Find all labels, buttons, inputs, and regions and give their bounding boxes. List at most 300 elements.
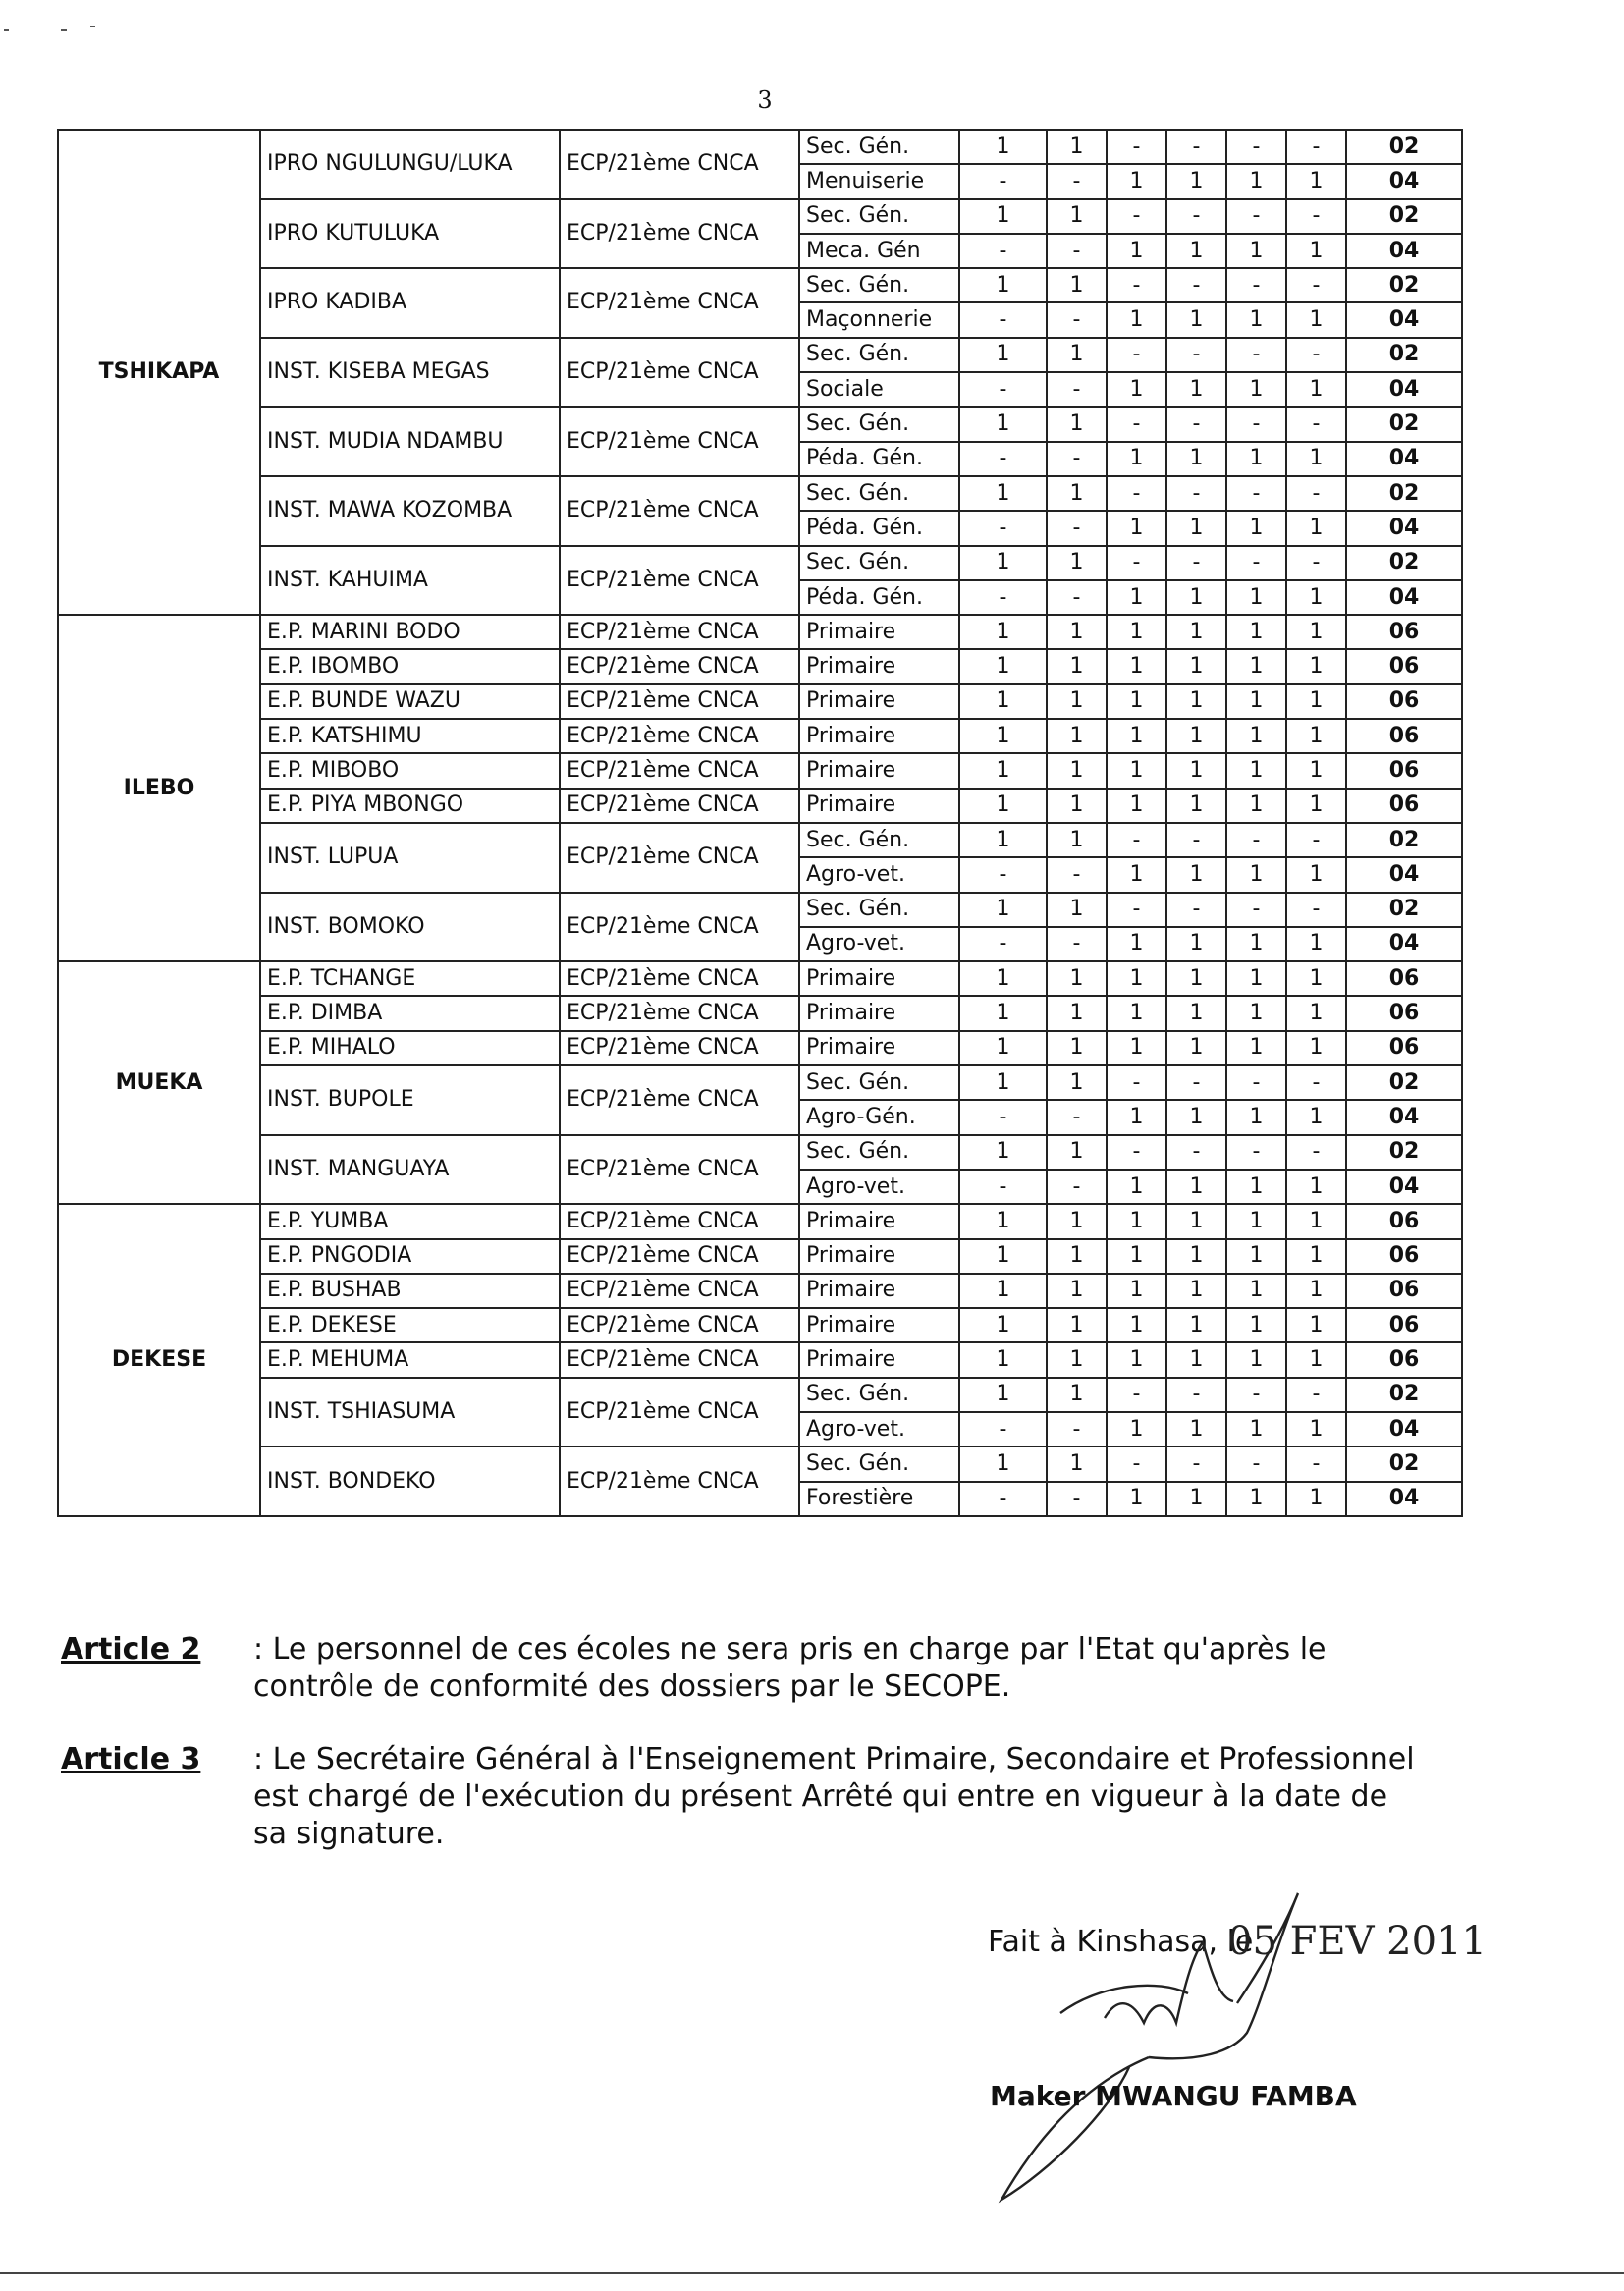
class-count-cell: 1	[1047, 1446, 1107, 1481]
class-count-cell: 1	[1047, 1031, 1107, 1065]
class-count-cell: 1	[1286, 789, 1346, 823]
total-cell: 06	[1346, 1308, 1462, 1342]
article-3-text: : Le Secrétaire Général à l'Enseignement Primaire, Secondaire et Professionnel est chargé de l'exécution du présent Arrêté qui entre en vigueur à la date de sa signature.	[253, 1742, 1415, 1851]
class-count-cell: 1	[1166, 1170, 1226, 1204]
convention-code-cell: ECP/21ème CNCA	[560, 1135, 799, 1205]
option-cell: Sec. Gén.	[799, 546, 959, 580]
option-cell: Primaire	[799, 1308, 959, 1342]
class-count-cell: -	[959, 580, 1047, 615]
class-count-cell: -	[1286, 823, 1346, 857]
class-count-cell: 1	[1047, 1274, 1107, 1308]
class-count-cell: 1	[1047, 615, 1107, 649]
class-count-cell: 1	[1047, 130, 1107, 164]
class-count-cell: 1	[1226, 442, 1286, 476]
total-cell: 04	[1346, 372, 1462, 407]
school-name-cell: INST. MUDIA NDAMBU	[260, 407, 560, 476]
school-name-cell: INST. MAWA KOZOMBA	[260, 476, 560, 546]
option-cell: Primaire	[799, 1274, 959, 1308]
option-cell: Maçonnerie	[799, 302, 959, 337]
class-count-cell: 1	[1286, 1308, 1346, 1342]
class-count-cell: 1	[1107, 1274, 1166, 1308]
class-count-cell: 1	[1047, 719, 1107, 753]
signature-place: Fait à Kinshasa, le	[988, 1925, 1254, 1959]
table-row	[58, 546, 1462, 580]
class-count-cell: 1	[1047, 1204, 1107, 1238]
class-count-cell: 1	[1166, 857, 1226, 892]
class-count-cell: 1	[1107, 1308, 1166, 1342]
class-count-cell: 1	[1226, 927, 1286, 961]
class-count-cell: -	[1226, 338, 1286, 372]
total-cell: 06	[1346, 684, 1462, 719]
class-count-cell: 1	[1107, 753, 1166, 788]
option-cell: Primaire	[799, 615, 959, 649]
article-3-label: Article 3	[61, 1742, 201, 1776]
class-count-cell: 1	[959, 789, 1047, 823]
class-count-cell: -	[1047, 927, 1107, 961]
class-count-cell: -	[1226, 546, 1286, 580]
class-count-cell: -	[959, 1412, 1047, 1446]
class-count-cell: 1	[959, 1378, 1047, 1412]
table-row	[58, 268, 1462, 302]
school-name-cell: E.P. KATSHIMU	[260, 719, 560, 753]
table-row	[58, 1031, 1462, 1065]
option-cell: Sec. Gén.	[799, 476, 959, 511]
class-count-cell: 1	[959, 1342, 1047, 1377]
scan-mark	[90, 26, 95, 27]
option-cell: Agro-vet.	[799, 1170, 959, 1204]
class-count-cell: 1	[1166, 649, 1226, 683]
option-cell: Primaire	[799, 1204, 959, 1238]
class-count-cell: 1	[1286, 1239, 1346, 1274]
total-cell: 06	[1346, 961, 1462, 996]
option-cell: Primaire	[799, 961, 959, 996]
class-count-cell: 1	[1166, 1274, 1226, 1308]
class-count-cell: -	[959, 511, 1047, 545]
convention-code-cell: ECP/21ème CNCA	[560, 1308, 799, 1342]
class-count-cell: -	[1286, 1135, 1346, 1170]
total-cell: 06	[1346, 1274, 1462, 1308]
option-cell: Primaire	[799, 1031, 959, 1065]
class-count-cell: 1	[1047, 789, 1107, 823]
class-count-cell: -	[1226, 893, 1286, 927]
convention-code-cell: ECP/21ème CNCA	[560, 1239, 799, 1274]
total-cell: 02	[1346, 338, 1462, 372]
school-name-cell: E.P. BUSHAB	[260, 1274, 560, 1308]
class-count-cell: -	[1047, 580, 1107, 615]
class-count-cell: -	[1047, 372, 1107, 407]
table-row	[58, 789, 1462, 823]
class-count-cell: 1	[1047, 199, 1107, 234]
class-count-cell: 1	[1166, 1204, 1226, 1238]
class-count-cell: 1	[1226, 1031, 1286, 1065]
class-count-cell: -	[1107, 338, 1166, 372]
total-cell: 06	[1346, 996, 1462, 1030]
class-count-cell: -	[1166, 268, 1226, 302]
table-row	[58, 1135, 1462, 1170]
table-row	[58, 961, 1462, 996]
convention-code-cell: ECP/21ème CNCA	[560, 338, 799, 408]
convention-code-cell: ECP/21ème CNCA	[560, 753, 799, 788]
signature-graphic	[933, 1885, 1561, 2219]
class-count-cell: 1	[1286, 372, 1346, 407]
class-count-cell: 1	[1226, 996, 1286, 1030]
class-count-cell: -	[1286, 1446, 1346, 1481]
class-count-cell: 1	[1166, 927, 1226, 961]
class-count-cell: 1	[1226, 1274, 1286, 1308]
table-row	[58, 1274, 1462, 1308]
class-count-cell: 1	[1286, 1412, 1346, 1446]
class-count-cell: 1	[1047, 1378, 1107, 1412]
class-count-cell: 1	[1226, 961, 1286, 996]
class-count-cell: 1	[959, 1239, 1047, 1274]
convention-code-cell: ECP/21ème CNCA	[560, 961, 799, 996]
total-cell: 06	[1346, 615, 1462, 649]
class-count-cell: 1	[1226, 719, 1286, 753]
option-cell: Sociale	[799, 372, 959, 407]
table-row	[58, 199, 1462, 234]
class-count-cell: 1	[1107, 1100, 1166, 1134]
scan-mark	[4, 29, 9, 31]
class-count-cell: -	[959, 302, 1047, 337]
class-count-cell: 1	[1226, 511, 1286, 545]
bottom-rule	[0, 2272, 1624, 2274]
class-count-cell: 1	[1286, 1170, 1346, 1204]
class-count-cell: 1	[1047, 753, 1107, 788]
class-count-cell: -	[1286, 130, 1346, 164]
class-count-cell: 1	[1107, 719, 1166, 753]
total-cell: 02	[1346, 476, 1462, 511]
table-body	[58, 130, 1462, 1516]
total-cell: 02	[1346, 199, 1462, 234]
total-cell: 04	[1346, 927, 1462, 961]
class-count-cell: 1	[1286, 1204, 1346, 1238]
class-count-cell: 1	[1047, 546, 1107, 580]
table-row	[58, 338, 1462, 372]
article-2-text: : Le personnel de ces écoles ne sera pris en charge par l'Etat qu'après le contrôle de conformité des dossiers par le SECOPE.	[253, 1632, 1326, 1704]
total-cell: 04	[1346, 164, 1462, 198]
class-count-cell: 1	[1047, 961, 1107, 996]
school-name-cell: E.P. MIHALO	[260, 1031, 560, 1065]
class-count-cell: -	[1166, 893, 1226, 927]
class-count-cell: 1	[1226, 234, 1286, 268]
total-cell: 04	[1346, 302, 1462, 337]
option-cell: Primaire	[799, 684, 959, 719]
class-count-cell: 1	[1166, 961, 1226, 996]
class-count-cell: 1	[1226, 1100, 1286, 1134]
option-cell: Péda. Gén.	[799, 511, 959, 545]
convention-code-cell: ECP/21ème CNCA	[560, 1342, 799, 1377]
class-count-cell: 1	[1286, 164, 1346, 198]
class-count-cell: -	[1226, 1135, 1286, 1170]
option-cell: Forestière	[799, 1482, 959, 1516]
option-cell: Sec. Gén.	[799, 893, 959, 927]
class-count-cell: -	[1047, 442, 1107, 476]
class-count-cell: 1	[1047, 476, 1107, 511]
class-count-cell: 1	[1166, 511, 1226, 545]
class-count-cell: 1	[1166, 753, 1226, 788]
class-count-cell: 1	[1166, 1100, 1226, 1134]
class-count-cell: -	[1286, 1378, 1346, 1412]
class-count-cell: 1	[1286, 580, 1346, 615]
total-cell: 02	[1346, 407, 1462, 441]
class-count-cell: -	[959, 1482, 1047, 1516]
school-name-cell: INST. LUPUA	[260, 823, 560, 893]
class-count-cell: -	[1166, 1446, 1226, 1481]
table-row	[58, 649, 1462, 683]
class-count-cell: 1	[1226, 372, 1286, 407]
convention-code-cell: ECP/21ème CNCA	[560, 615, 799, 649]
class-count-cell: -	[1107, 1378, 1166, 1412]
option-cell: Agro-vet.	[799, 1412, 959, 1446]
convention-code-cell: ECP/21ème CNCA	[560, 1446, 799, 1516]
school-name-cell: E.P. PNGODIA	[260, 1239, 560, 1274]
class-count-cell: -	[959, 234, 1047, 268]
total-cell: 04	[1346, 857, 1462, 892]
class-count-cell: 1	[1286, 1342, 1346, 1377]
school-name-cell: IPRO NGULUNGU/LUKA	[260, 130, 560, 199]
class-count-cell: -	[959, 927, 1047, 961]
convention-code-cell: ECP/21ème CNCA	[560, 823, 799, 893]
total-cell: 04	[1346, 1482, 1462, 1516]
convention-code-cell: ECP/21ème CNCA	[560, 1274, 799, 1308]
option-cell: Primaire	[799, 649, 959, 683]
class-count-cell: -	[1107, 546, 1166, 580]
class-count-cell: -	[959, 372, 1047, 407]
class-count-cell: 1	[1107, 961, 1166, 996]
school-name-cell: E.P. MIBOBO	[260, 753, 560, 788]
convention-code-cell: ECP/21ème CNCA	[560, 546, 799, 616]
class-count-cell: -	[1166, 1065, 1226, 1100]
class-count-cell: 1	[959, 338, 1047, 372]
option-cell: Meca. Gén	[799, 234, 959, 268]
class-count-cell: 1	[1166, 372, 1226, 407]
total-cell: 06	[1346, 789, 1462, 823]
class-count-cell: 1	[1107, 927, 1166, 961]
table-row	[58, 1378, 1462, 1412]
table-row	[58, 823, 1462, 857]
class-count-cell: 1	[1226, 1342, 1286, 1377]
class-count-cell: -	[1107, 1446, 1166, 1481]
class-count-cell: 1	[1107, 1239, 1166, 1274]
school-name-cell: INST. KISEBA MEGAS	[260, 338, 560, 408]
district-cell: TSHIKAPA	[58, 130, 260, 615]
total-cell: 04	[1346, 1100, 1462, 1134]
class-count-cell: 1	[1107, 615, 1166, 649]
total-cell: 06	[1346, 719, 1462, 753]
class-count-cell: 1	[1226, 1412, 1286, 1446]
class-count-cell: 1	[1286, 649, 1346, 683]
class-count-cell: -	[1047, 1100, 1107, 1134]
class-count-cell: 1	[1166, 580, 1226, 615]
table-row	[58, 753, 1462, 788]
school-name-cell: E.P. DEKESE	[260, 1308, 560, 1342]
class-count-cell: 1	[1226, 1239, 1286, 1274]
class-count-cell: 1	[1286, 442, 1346, 476]
class-count-cell: 1	[1107, 996, 1166, 1030]
class-count-cell: 1	[1286, 511, 1346, 545]
total-cell: 04	[1346, 442, 1462, 476]
convention-code-cell: ECP/21ème CNCA	[560, 789, 799, 823]
class-count-cell: -	[1286, 338, 1346, 372]
class-count-cell: 1	[959, 130, 1047, 164]
table-row	[58, 893, 1462, 927]
class-count-cell: 1	[1166, 234, 1226, 268]
class-count-cell: 1	[1286, 927, 1346, 961]
class-count-cell: -	[1107, 407, 1166, 441]
class-count-cell: 1	[1286, 857, 1346, 892]
table-row	[58, 719, 1462, 753]
date-stamp: 05 FEV 2011	[1227, 1919, 1487, 1964]
class-count-cell: -	[1166, 1378, 1226, 1412]
class-count-cell: 1	[959, 407, 1047, 441]
class-count-cell: -	[1047, 1170, 1107, 1204]
table-row	[58, 1308, 1462, 1342]
school-name-cell: E.P. MARINI BODO	[260, 615, 560, 649]
table-row	[58, 407, 1462, 441]
table-row	[58, 1239, 1462, 1274]
total-cell: 02	[1346, 1446, 1462, 1481]
class-count-cell: -	[1107, 1065, 1166, 1100]
class-count-cell: -	[1047, 1412, 1107, 1446]
class-count-cell: 1	[959, 268, 1047, 302]
class-count-cell: 1	[959, 1274, 1047, 1308]
class-count-cell: -	[1107, 1135, 1166, 1170]
class-count-cell: -	[1286, 199, 1346, 234]
total-cell: 02	[1346, 268, 1462, 302]
class-count-cell: 1	[1047, 893, 1107, 927]
school-name-cell: IPRO KUTULUKA	[260, 199, 560, 269]
school-name-cell: E.P. IBOMBO	[260, 649, 560, 683]
class-count-cell: 1	[959, 1135, 1047, 1170]
article-2-label: Article 2	[61, 1632, 201, 1666]
convention-code-cell: ECP/21ème CNCA	[560, 1065, 799, 1135]
convention-code-cell: ECP/21ème CNCA	[560, 407, 799, 476]
class-count-cell: 1	[1226, 1170, 1286, 1204]
class-count-cell: 1	[1166, 1239, 1226, 1274]
option-cell: Agro-vet.	[799, 857, 959, 892]
option-cell: Agro-vet.	[799, 927, 959, 961]
total-cell: 02	[1346, 1135, 1462, 1170]
convention-code-cell: ECP/21ème CNCA	[560, 996, 799, 1030]
class-count-cell: 1	[1226, 1204, 1286, 1238]
option-cell: Péda. Gén.	[799, 442, 959, 476]
convention-code-cell: ECP/21ème CNCA	[560, 199, 799, 269]
class-count-cell: 1	[959, 1308, 1047, 1342]
class-count-cell: 1	[1286, 1100, 1346, 1134]
class-count-cell: -	[1047, 164, 1107, 198]
class-count-cell: 1	[959, 615, 1047, 649]
option-cell: Péda. Gén.	[799, 580, 959, 615]
class-count-cell: 1	[1107, 1482, 1166, 1516]
option-cell: Primaire	[799, 753, 959, 788]
table-row	[58, 615, 1462, 649]
district-cell: ILEBO	[58, 615, 260, 961]
table-row	[58, 1204, 1462, 1238]
table-row	[58, 1446, 1462, 1481]
class-count-cell: -	[1286, 268, 1346, 302]
class-count-cell: 1	[1286, 996, 1346, 1030]
class-count-cell: -	[1226, 1065, 1286, 1100]
school-name-cell: INST. BOMOKO	[260, 893, 560, 962]
class-count-cell: 1	[1107, 164, 1166, 198]
option-cell: Sec. Gén.	[799, 1135, 959, 1170]
school-name-cell: INST. MANGUAYA	[260, 1135, 560, 1205]
class-count-cell: -	[1286, 893, 1346, 927]
class-count-cell: 1	[1226, 615, 1286, 649]
class-count-cell: 1	[1166, 164, 1226, 198]
class-count-cell: 1	[1107, 580, 1166, 615]
class-count-cell: 1	[1047, 996, 1107, 1030]
class-count-cell: 1	[1107, 442, 1166, 476]
class-count-cell: -	[1107, 130, 1166, 164]
class-count-cell: -	[1226, 1446, 1286, 1481]
total-cell: 06	[1346, 1204, 1462, 1238]
table-row	[58, 684, 1462, 719]
total-cell: 02	[1346, 1065, 1462, 1100]
total-cell: 06	[1346, 1342, 1462, 1377]
class-count-cell: -	[1226, 823, 1286, 857]
convention-code-cell: ECP/21ème CNCA	[560, 1378, 799, 1447]
school-name-cell: INST. TSHIASUMA	[260, 1378, 560, 1447]
class-count-cell: 1	[1107, 684, 1166, 719]
convention-code-cell: ECP/21ème CNCA	[560, 719, 799, 753]
class-count-cell: -	[959, 857, 1047, 892]
class-count-cell: 1	[1047, 1239, 1107, 1274]
class-count-cell: 1	[1166, 1031, 1226, 1065]
class-count-cell: 1	[1226, 164, 1286, 198]
district-cell: DEKESE	[58, 1204, 260, 1516]
table-row	[58, 1342, 1462, 1377]
class-count-cell: 1	[1286, 684, 1346, 719]
school-name-cell: E.P. MEHUMA	[260, 1342, 560, 1377]
class-count-cell: -	[1107, 893, 1166, 927]
total-cell: 04	[1346, 234, 1462, 268]
class-count-cell: -	[1286, 476, 1346, 511]
option-cell: Sec. Gén.	[799, 823, 959, 857]
option-cell: Primaire	[799, 789, 959, 823]
total-cell: 02	[1346, 546, 1462, 580]
option-cell: Sec. Gén.	[799, 130, 959, 164]
page-number: 3	[757, 86, 773, 114]
school-name-cell: E.P. DIMBA	[260, 996, 560, 1030]
class-count-cell: 1	[1047, 1308, 1107, 1342]
class-count-cell: -	[959, 1100, 1047, 1134]
class-count-cell: 1	[1226, 753, 1286, 788]
convention-code-cell: ECP/21ème CNCA	[560, 268, 799, 338]
total-cell: 02	[1346, 130, 1462, 164]
convention-code-cell: ECP/21ème CNCA	[560, 893, 799, 962]
school-name-cell: E.P. TCHANGE	[260, 961, 560, 996]
class-count-cell: -	[1166, 199, 1226, 234]
class-count-cell: -	[1047, 511, 1107, 545]
table-row	[58, 476, 1462, 511]
class-count-cell: 1	[1286, 615, 1346, 649]
total-cell: 02	[1346, 1378, 1462, 1412]
total-cell: 04	[1346, 511, 1462, 545]
school-name-cell: E.P. YUMBA	[260, 1204, 560, 1238]
convention-code-cell: ECP/21ème CNCA	[560, 1204, 799, 1238]
class-count-cell: -	[1107, 823, 1166, 857]
option-cell: Sec. Gén.	[799, 199, 959, 234]
school-name-cell: INST. BUPOLE	[260, 1065, 560, 1135]
class-count-cell: -	[1166, 823, 1226, 857]
class-count-cell: 1	[1226, 684, 1286, 719]
class-count-cell: 1	[1047, 1342, 1107, 1377]
class-count-cell: 1	[1047, 1135, 1107, 1170]
school-name-cell: INST. BONDEKO	[260, 1446, 560, 1516]
total-cell: 06	[1346, 649, 1462, 683]
class-count-cell: -	[1226, 476, 1286, 511]
